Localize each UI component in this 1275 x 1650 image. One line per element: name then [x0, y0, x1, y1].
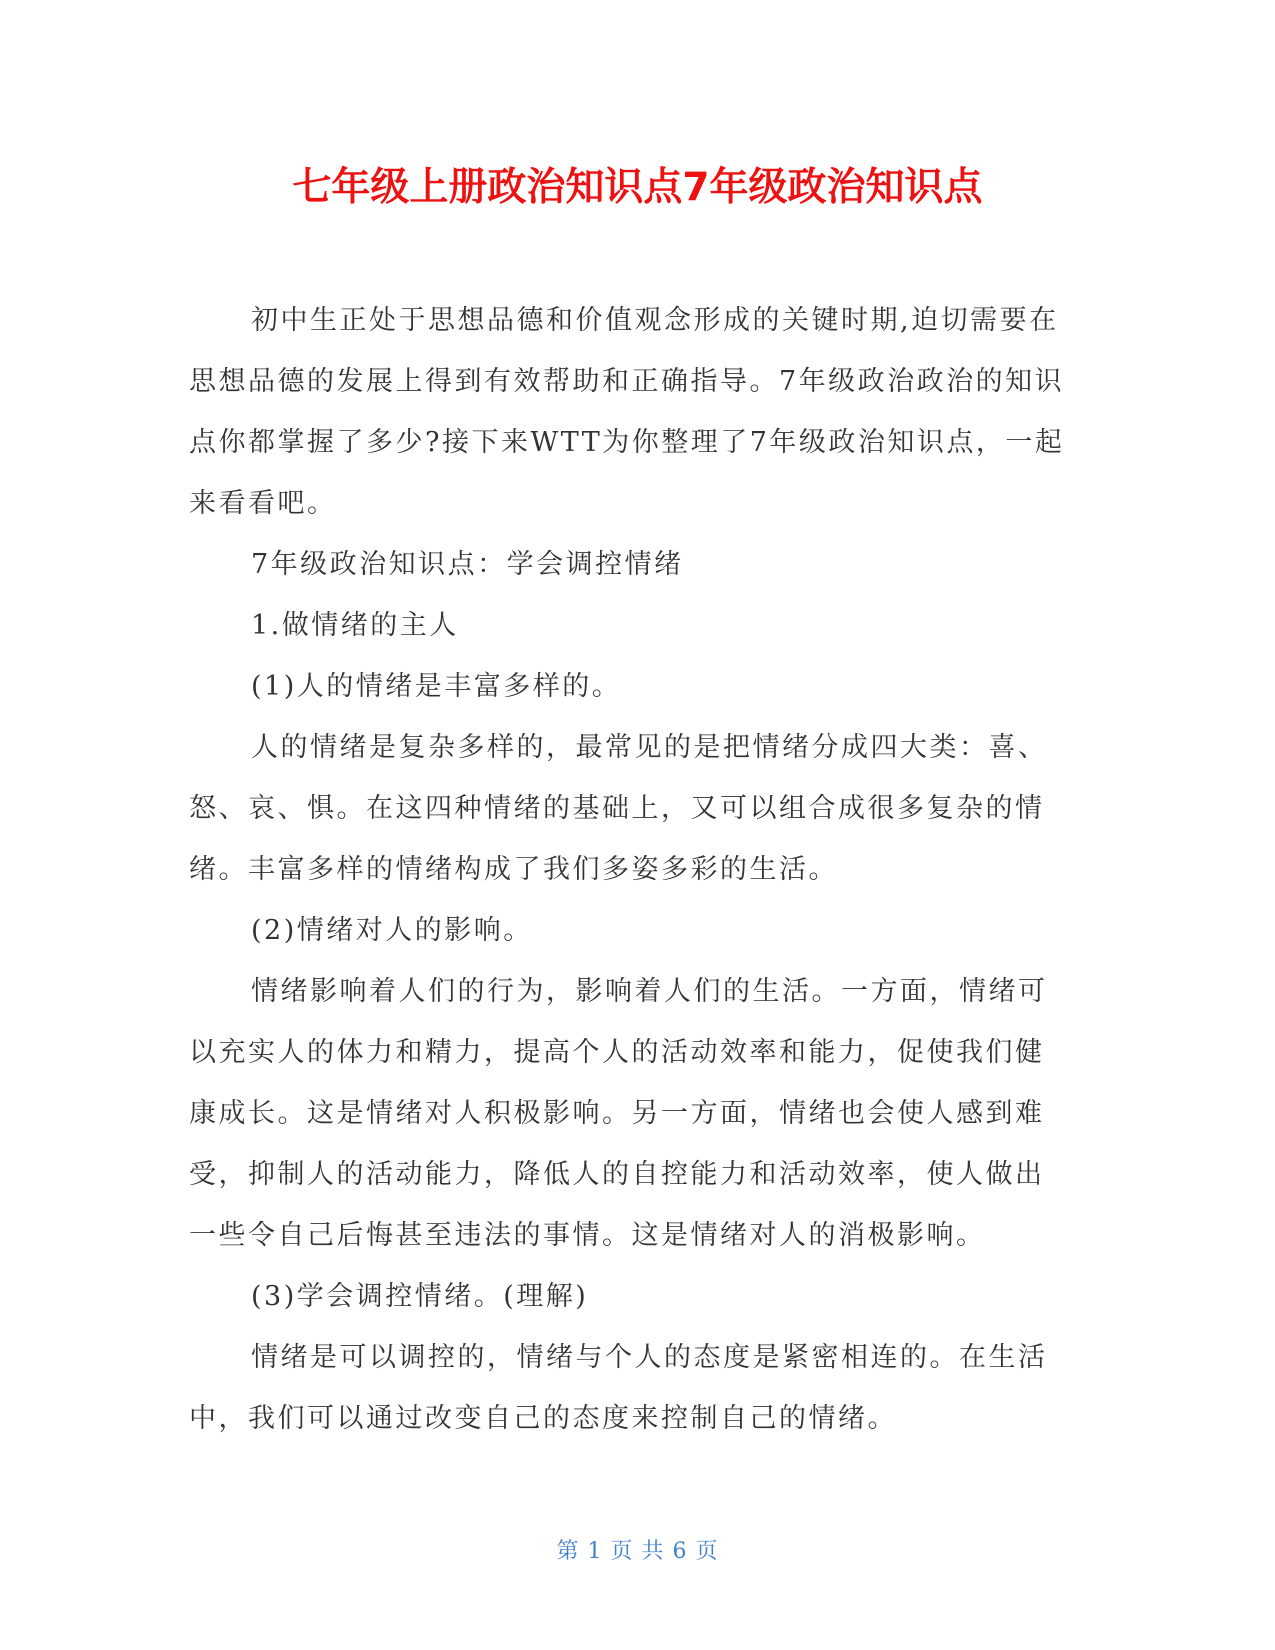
- page-footer: 第 1 页 共 6 页: [556, 1539, 719, 1564]
- point-heading-3: (3)学会调控情绪。(理解): [251, 1281, 589, 1312]
- paragraph-emotion-types: 人的情绪是复杂多样的，最常见的是把情绪分成四大类：喜、怒、哀、惧。在这四种情绪的基础上，又可以组合成很多复杂的情绪。丰富多样的情绪构成了我们多姿多彩的生活。: [189, 732, 1048, 885]
- document-body: [189, 290, 1069, 1449]
- paragraph-intro: 初中生正处于思想品德和价值观念形成的关键时期,迫切需要在思想品德的发展上得到有效帮助和正确指导。7年级政治政治的知识点你都掌握了多少?接下来WTT为你整理了7年级政治知识点，一起来看看吧。: [189, 305, 1065, 519]
- section-heading: 7年级政治知识点：学会调控情绪: [251, 549, 684, 580]
- document-title: 七年级上册政治知识点7年级政治知识点: [292, 165, 983, 210]
- subsection-heading: 1.做情绪的主人: [251, 610, 459, 641]
- paragraph-emotion-influence: 情绪影响着人们的行为，影响着人们的生活。一方面，情绪可以充实人的体力和精力，提高个人的活动效率和能力，促使我们健康成长。这是情绪对人积极影响。另一方面，情绪也会使人感到难受，抑制人的活动能力，降低人的自控能力和活动效率，使人做出一些令自己后悔甚至违法的事情。这是情绪对人的消极影响。: [189, 976, 1048, 1251]
- paragraph-emotion-control: 情绪是可以调控的，情绪与个人的态度是紧密相连的。在生活中，我们可以通过改变自己的态度来控制自己的情绪。: [189, 1342, 1048, 1434]
- point-heading-1: (1)人的情绪是丰富多样的。: [251, 671, 622, 702]
- point-heading-2: (2)情绪对人的影响。: [251, 915, 533, 946]
